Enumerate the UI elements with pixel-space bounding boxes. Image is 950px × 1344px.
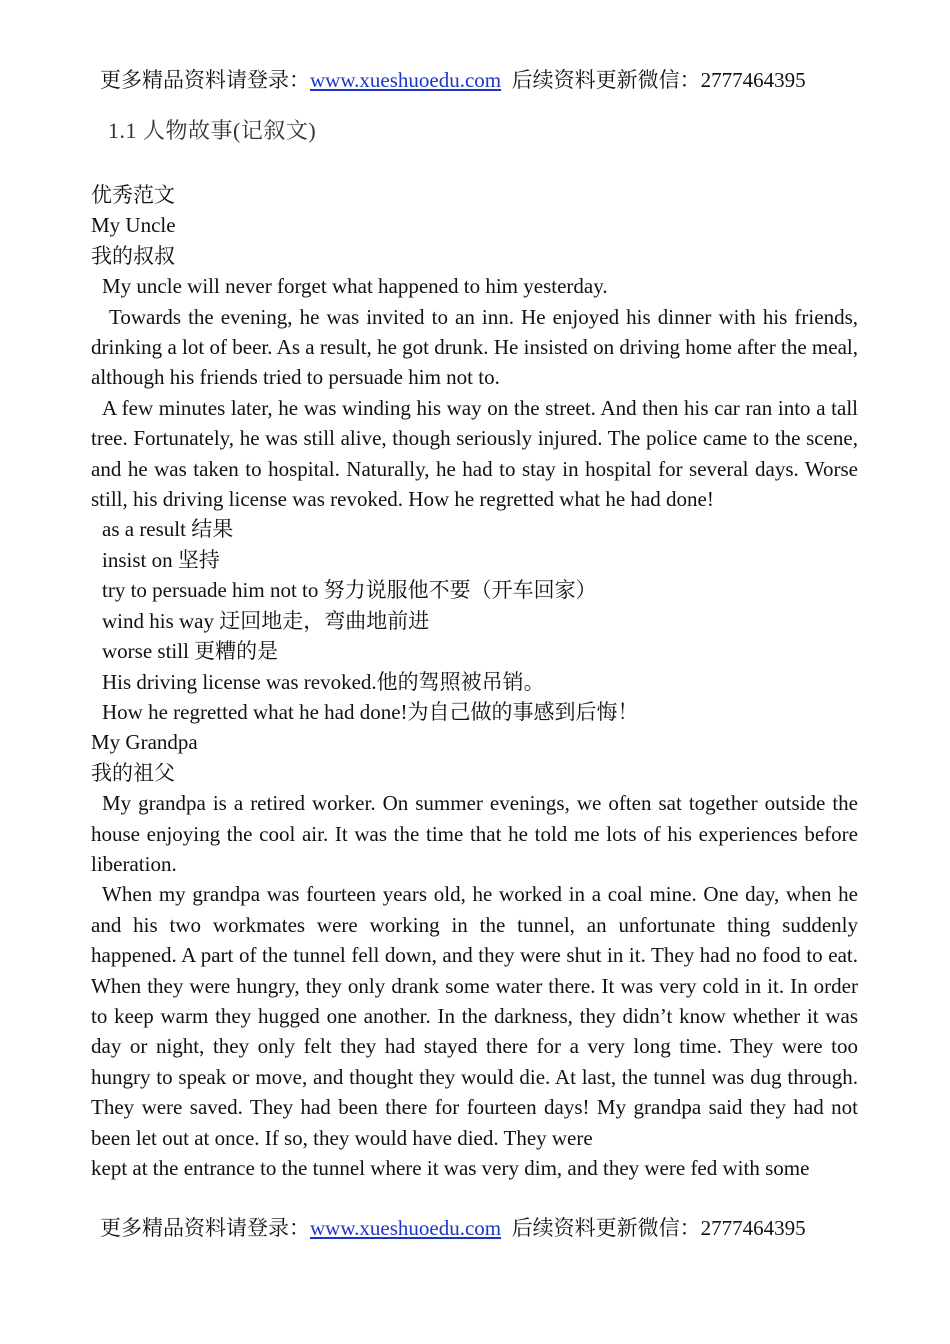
story2-title-en: My Grandpa: [91, 730, 198, 755]
header-prefix: 更多精品资料请登录：: [100, 68, 310, 92]
story1-title-en: My Uncle: [91, 213, 176, 238]
footer-website-link[interactable]: www.xueshuoedu.com: [310, 1216, 502, 1240]
story2-paragraph: My grandpa is a retired worker. On summer evenings, we often sat together outside the house enjoying the cool air. It was the time that he told me lots of his experiences before liberation.: [91, 791, 858, 876]
story1-paragraph: A few minutes later, he was winding his way on the street. And then his car ran into a tall tree. Fortunately, he was still alive, though seriously injured. The police came to the scene, and he was taken to hospital. Naturally, he had to stay in hospital for several days. Worse still, his driving license was revoked. How he regretted what he had done!: [91, 395, 858, 512]
footer-suffix: 后续资料更新微信：2777464395: [511, 1216, 806, 1240]
header-website-link[interactable]: www.xueshuoedu.com: [310, 68, 502, 92]
label-excellent-essay: 优秀范文: [91, 183, 175, 207]
vocab-item: try to persuade him not to 努力说服他不要（开车回家）: [102, 578, 597, 603]
vocab-item: worse still 更糟的是: [102, 639, 279, 664]
story1-paragraph: Towards the evening, he was invited to an inn. He enjoyed his dinner with his friends, drinking a lot of beer. As a result, he got drunk. He insisted on driving home after the meal, although his friends tried to persuade him not to.: [91, 304, 858, 390]
header-suffix: 后续资料更新微信：2777464395: [511, 68, 806, 92]
page-header: [100, 66, 806, 94]
section-heading: 1.1 人物故事(记叙文): [108, 118, 317, 143]
story2-paragraph-continued: kept at the entrance to the tunnel where it was very dim, and they were fed with some: [91, 1156, 810, 1180]
vocab-item: wind his way 迂回地走，弯曲地前进: [102, 608, 430, 633]
story1-title-cn: 我的叔叔: [91, 243, 175, 268]
footer-prefix: 更多精品资料请登录：: [100, 1216, 310, 1240]
story2-title-cn: 我的祖父: [91, 760, 175, 785]
document-body: [91, 180, 858, 1183]
vocab-item: How he regretted what he had done!为自己做的事感到后悔！: [102, 699, 639, 724]
story2-paragraph: When my grandpa was fourteen years old, he worked in a coal mine. One day, when he and his two workmates were working in the tunnel, an unfortunate thing suddenly happened. A part of the tunnel fell down, and they were shut in it. They had no food to eat. When they were hungry, they only drank some water there. It was very cold in it. In order to keep warm they hugged one another. In the darkness, they didn’t know whether it was day or night, they only felt they had stayed there for a very long time. They were too hungry to speak or move, and thought they would die. At last, the tunnel was dug through. They were saved. They had been there for fourteen days! My grandpa said they had not been let out at once. If so, they would have died. They were: [91, 882, 858, 1150]
page-footer: [100, 1214, 806, 1242]
story1-paragraph: My uncle will never forget what happened to him yesterday.: [102, 274, 608, 299]
vocab-item: as a result 结果: [102, 517, 234, 542]
vocab-item: insist on 坚持: [102, 547, 220, 572]
vocab-item: His driving license was revoked.他的驾照被吊销。: [102, 669, 545, 694]
